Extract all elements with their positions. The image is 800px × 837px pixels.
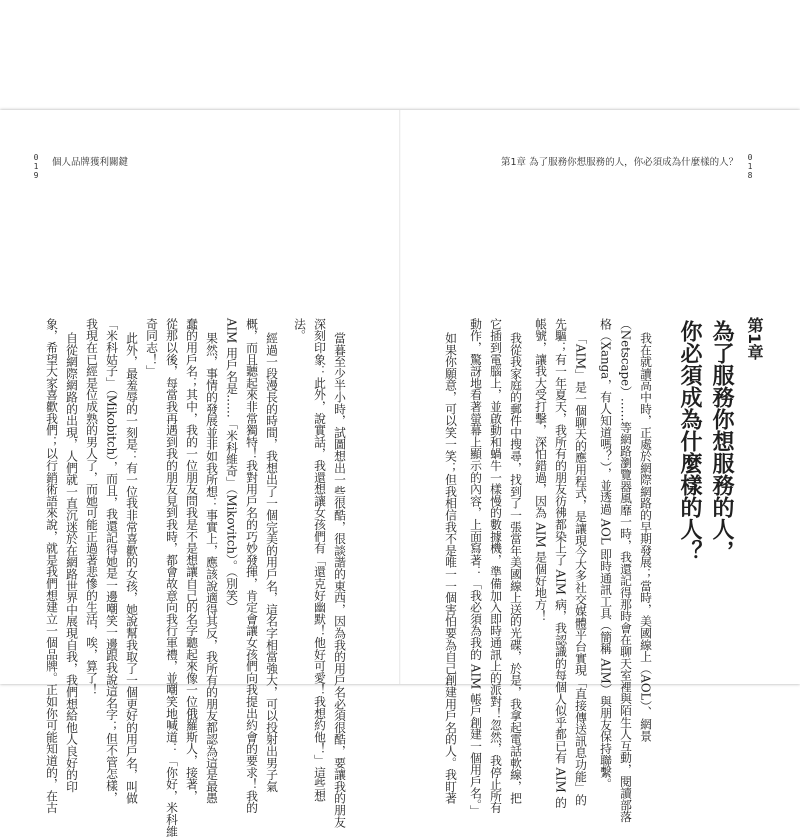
right-page: [401, 110, 800, 823]
body-column: AIM 用戶名是……「米科維奇」（Mikovitch）。（別笑）: [224, 318, 239, 613]
text-line: 經過一段漫長的時間，我想出了一個完美的用戶名，這名字相當強大，可以投射出男子氣: [264, 332, 279, 793]
left-page: [0, 110, 399, 837]
body-column: 帳號，讓我大受打擊，深怕錯過，因為 AIM 是個好地方！: [533, 318, 548, 623]
text-line: 自從網際網路的出現，人們就一直沉迷於在網路世界中展現自我，我們想給他人良好的印: [64, 332, 79, 793]
text-line: 當暮至少半小時，試圖想出一些很酷，很談諧的東西，因為我的用戶名必須很酷，要讓我的朋友: [332, 332, 347, 828]
body-column: [262, 318, 280, 793]
body-column: 從那以後，每當我再遇到我的朋友見到我時，都會故意向我行軍禮，並嘲笑地喊道：「你好，米科維: [164, 318, 179, 837]
body-column: 法。: [292, 318, 307, 342]
body-column: [330, 318, 348, 828]
left-running-head: 個人品牌獲利關鍵: [52, 157, 129, 168]
text-line: 我在就讀高中時，正處於網際網路的早期發展；當時，美國線上（AOL）、網景: [638, 332, 653, 742]
body-column: [571, 318, 589, 806]
text-line: 果然，事情的發展並非如我所想：事實上，應該說適得其反，我所有的朋友都認為這是最愚: [204, 332, 219, 805]
body-column: 「米科姑子」（Mikobitch），而且，我還記得她是一邊嘲笑一邊跟我說這名字；但不管怎樣，: [104, 318, 119, 804]
chapter-title-line: 你必須成為什麼樣的人？: [677, 320, 702, 562]
chapter-label: 第1章: [745, 317, 764, 361]
text-line: 如果你願意，可以笑一笑；但我相信我不是唯一一個害怕要為自己創建用戶名的人。我盯著: [443, 332, 458, 805]
page-number-digit: 0: [747, 153, 753, 162]
body-column: 先驅；有一年夏天，我所有的朋友彷彿都染上了 AIM 病，我認識的每個人似乎都已有 AIM 的: [553, 318, 568, 809]
body-column: 深刻印象：此外，說實話，我還想讓女孩們有「還克好幽默！他好可愛！我想約他！」這些想: [312, 318, 327, 802]
left-page-number: [32, 153, 40, 180]
page-number-digit: 0: [33, 153, 39, 162]
text-line: 我從我家庭的郵件中搜尋，找到了一張當年美國線上送的光碟，於是，我拿起電話軟線，把: [508, 332, 523, 805]
body-column: [202, 318, 220, 805]
page-number-digit: 9: [33, 171, 39, 180]
body-column: 它插到電腦上，並啟動和蝸牛一樣慢的數據機，準備加入即時通訊上的派對！忽然，我停止所有: [488, 318, 503, 814]
body-column: 格（Xanga，有人知道嗎？），並透過 AOL 即時通訊工具（簡稱 AIM）與朋友保持聯繫。: [598, 318, 613, 790]
page-number-digit: 1: [33, 162, 39, 171]
body-column: 我現在已經是位成熟的男人了，而她可能正過著悲慘的生活，唉，算了！: [84, 318, 99, 696]
page-number-digit: 1: [747, 162, 753, 171]
body-column: 動作，驚訝地看著螢幕上顯示的內容，上面寫著：「我必須為我的 AIM 帳戶創建一個用戶名。」: [468, 318, 483, 817]
page-number-digit: 8: [747, 171, 753, 180]
body-column: （Netscape）……等網路瀏覽器風靡一時，我還記得那時會在聊天室裡與陌生人互動，閱讀部落: [618, 318, 633, 823]
book-spread: [0, 110, 800, 837]
text-line: 「AIM」是一個聊天的應用程式，是讓現今大多社交媒體平台實現「直接傳送訊息功能」的: [573, 332, 588, 806]
body-column: 象，希望大家喜歡我們；以行銷術語來說，就是我們想建立一個品牌。正如你可能知道的，在古: [44, 318, 59, 814]
chapter-title-line: 為了服務你想服務的人，: [709, 320, 734, 562]
body-column: 概，而且聽起來非常獨特！我對用戶名的巧妙發揮，肯定會讓女孩們向我提出約會的要求！我的: [244, 318, 259, 814]
text-line: 此外，最羞辱的一刻是：有一位我非常喜歡的女孩，她說幫我取了一個更好的用戶名，叫做: [124, 332, 139, 805]
right-running-head: 第1章 為了服務你想服務的人，你必須成為什麼樣的人？: [501, 157, 739, 168]
body-column: [441, 318, 459, 805]
body-column: 奇同志！」: [144, 318, 159, 377]
body-column: [62, 318, 80, 793]
body-column: 蠢的用戶名；其中，我的一位朋友問我是不是想讓自己的名字聽起來像一位俄羅斯人，接著，: [184, 318, 199, 802]
right-page-number: [746, 153, 754, 180]
body-column: [636, 318, 654, 748]
body-column: [506, 318, 524, 805]
body-column: [122, 318, 140, 805]
